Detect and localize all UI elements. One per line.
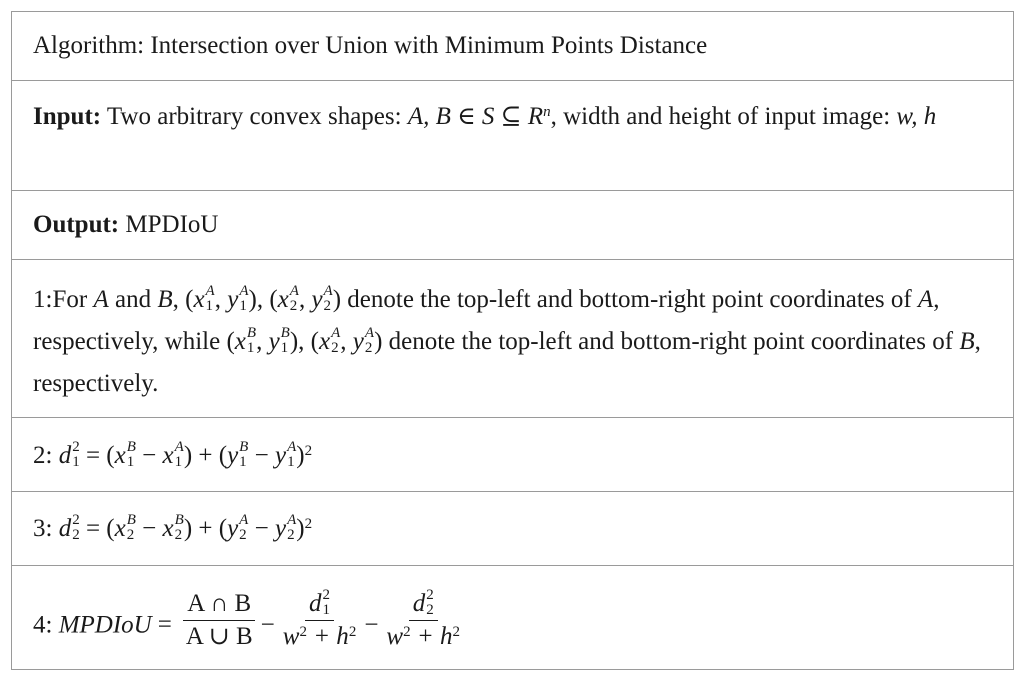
output-label: Output:	[33, 211, 120, 238]
d1-den-w-sq: 2	[299, 624, 307, 641]
input-text-b: , width and height of input image:	[550, 103, 897, 130]
input-math: A, B ∈ S ⊆ R	[407, 103, 544, 130]
algorithm-title: Algorithm: Intersection over Union with Minimum Points Distance	[33, 32, 708, 59]
iou-numerator: A ∩ B	[183, 588, 255, 621]
d1-fraction: d 2 1 $w^2 + h^2$	[282, 587, 357, 651]
step-2-row	[12, 417, 1013, 491]
output-row	[12, 190, 1013, 259]
step4-label: 4:	[33, 611, 59, 639]
step2-label: 2:	[33, 442, 59, 469]
input-math-sup: n	[543, 104, 551, 120]
iou-fraction	[182, 588, 257, 653]
step1-resp-1: , respectively, while	[33, 286, 940, 355]
step1-shape-a-2: A	[918, 286, 934, 313]
step1-shape-b: B	[157, 286, 173, 313]
step1-denote-2: denote the top-left and bottom-right point coordinates of	[382, 328, 960, 355]
step1-shape-b-2: B	[959, 328, 975, 355]
step1-coords-b: (x B 1 , y B 1 ), (x A 2 , y A 2 )	[226, 325, 383, 357]
step1-prefix: 1:For	[33, 286, 94, 313]
step-3-row	[12, 491, 1013, 565]
d2-den-w: w	[386, 623, 404, 651]
d1-den-h: + h	[306, 623, 349, 651]
step1-denote-1: denote the top-left and bottom-right point coordinates of	[341, 286, 918, 313]
input-wh: w, h	[896, 103, 937, 130]
algorithm-title-row	[12, 12, 1013, 80]
d1-den-h-sq: 2	[348, 624, 357, 641]
step1-and: and	[108, 286, 158, 313]
d1-den-w: w	[282, 623, 300, 651]
input-text-a: Two arbitrary convex shapes:	[101, 103, 408, 130]
d2-fraction: d 2 2 $w^2 + h^2$	[386, 587, 460, 651]
step3-square: 2	[304, 516, 313, 532]
step4-lhs: MPDIoU	[58, 611, 152, 639]
step-1-row: 1:For A and B, (x A 1 , y A 1 ), (x A 2 , y A 2 ) denote the top-left and bottom-right point coordinates of A, respectively, while (x B 1 , y B 1 ), (x A 2 , y A 2 ) denote the top-left and bottom-right point coordinates of B, respectively.	[12, 259, 1013, 417]
algorithm-table	[11, 11, 1014, 670]
step2-square: 2	[304, 443, 313, 459]
iou-denominator: A ∪ B	[185, 623, 253, 651]
step2-formula: d 2 1 = (x B 1 − x A 1 ) + (y B 1 − y A 1 )$^2$	[58, 439, 313, 471]
input-label: Input:	[33, 103, 102, 130]
input-row	[12, 80, 1013, 190]
step3-label: 3:	[33, 515, 59, 542]
d2-den-h-sq: 2	[452, 624, 460, 641]
step1-shape-a: A	[93, 286, 109, 313]
step-4-row: 4: MPDIoU = $\frac{A \cap B}{A \cup B}$ − d 2 1 $w^2 + h^2$ − d 2 2 $w^2 + h^2$	[12, 565, 1013, 669]
step1-resp-2: , respectively.	[33, 328, 981, 397]
d2-den-h: + h	[410, 623, 453, 651]
d2-den-w-sq: 2	[403, 624, 411, 641]
output-value: MPDIoU	[119, 211, 219, 238]
step3-formula: d 2 2 = (x B 2 − x B 2 ) + (y A 2 − y A 2 )$^2$	[58, 512, 313, 544]
step1-coords-a: (x A 1 , y A 1 ), (x A 2 , y A 2 )	[185, 283, 342, 315]
